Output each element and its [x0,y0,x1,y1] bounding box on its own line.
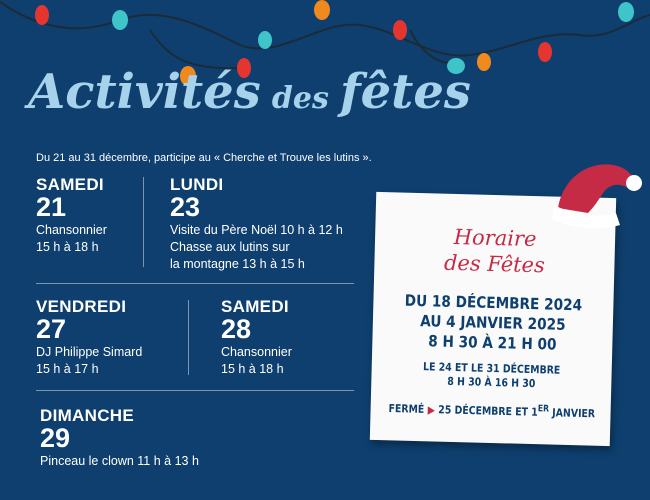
day-friday-27 [36,298,142,377]
day-number: 28 [221,314,252,344]
bulb-red-icon [393,20,407,40]
closed-superscript: ER [537,403,550,415]
closed-text: 25 DÉCEMBRE ET 1 [438,403,538,419]
hours-dates-line2: AU 4 JANVIER 2025 [419,312,566,334]
closed-text-end: JANVIER [548,406,596,421]
bulb-orange-icon [477,53,491,71]
day-name: SAMEDI [221,297,289,316]
arrow-right-icon: ▶ [427,402,436,417]
day-saturday-21 [36,176,107,255]
title-word-activites: Activités [28,64,261,120]
day-name: SAMEDI [36,175,104,194]
hours-closed [388,399,596,421]
day-number: 23 [170,192,201,222]
bulb-cyan-icon [258,31,272,49]
hours-dates-line1: DU 18 DÉCEMBRE 2024 [404,291,583,315]
column-divider [188,300,189,375]
hours-special-line1: LE 24 ET LE 31 DÉCEMBRE [422,360,561,377]
activity-line: Pinceau le clown 11 h à 13 h [40,454,199,468]
bulb-cyan-icon [618,2,634,22]
closed-label: FERMÉ [388,401,425,416]
bulb-orange-icon [314,0,330,20]
day-name: VENDREDI [36,297,127,316]
hours-special [389,359,594,392]
intro-text: Du 21 au 31 décembre, participe au « Cherche et Trouve les lutins ». [36,152,372,164]
day-number: 29 [40,423,71,453]
day-name: LUNDI [170,175,224,194]
activity-time: 15 h à 18 h [221,362,284,376]
activity-time: 15 h à 18 h [36,240,99,254]
day-number: 27 [36,314,67,344]
row-divider [36,283,354,284]
bulb-cyan-icon [112,10,128,30]
day-name: DIMANCHE [40,406,135,425]
hours-dates [387,290,600,356]
hours-special-line2: 8 H 30 À 16 H 30 [447,374,536,391]
activity-line: Chansonnier [221,345,292,359]
column-divider [143,177,144,267]
santa-hat-icon [548,153,648,233]
row-divider [36,390,354,391]
page-title [28,64,471,120]
day-number: 21 [36,192,67,222]
day-monday-23 [170,176,343,272]
day-saturday-28 [221,298,292,377]
activity-line: la montagne 13 h à 15 h [170,257,305,271]
activity-line: Chasse aux lutins sur [170,240,290,254]
activity-line: Chansonnier [36,223,107,237]
hours-dates-line3: 8 H 30 À 21 H 00 [428,332,557,354]
hours-title-line2: des Fêtes [443,250,546,278]
hours-title-line1: Horaire [453,224,537,252]
bulb-red-icon [35,5,49,25]
day-sunday-29 [40,407,199,469]
activity-line: DJ Philippe Simard [36,345,143,359]
title-word-fetes: fêtes [339,64,471,120]
activity-line: Visite du Père Noël 10 h à 12 h [170,223,343,237]
bulb-red-icon [538,42,552,62]
activity-time: 15 h à 17 h [36,362,99,376]
title-word-des: des [271,81,329,116]
